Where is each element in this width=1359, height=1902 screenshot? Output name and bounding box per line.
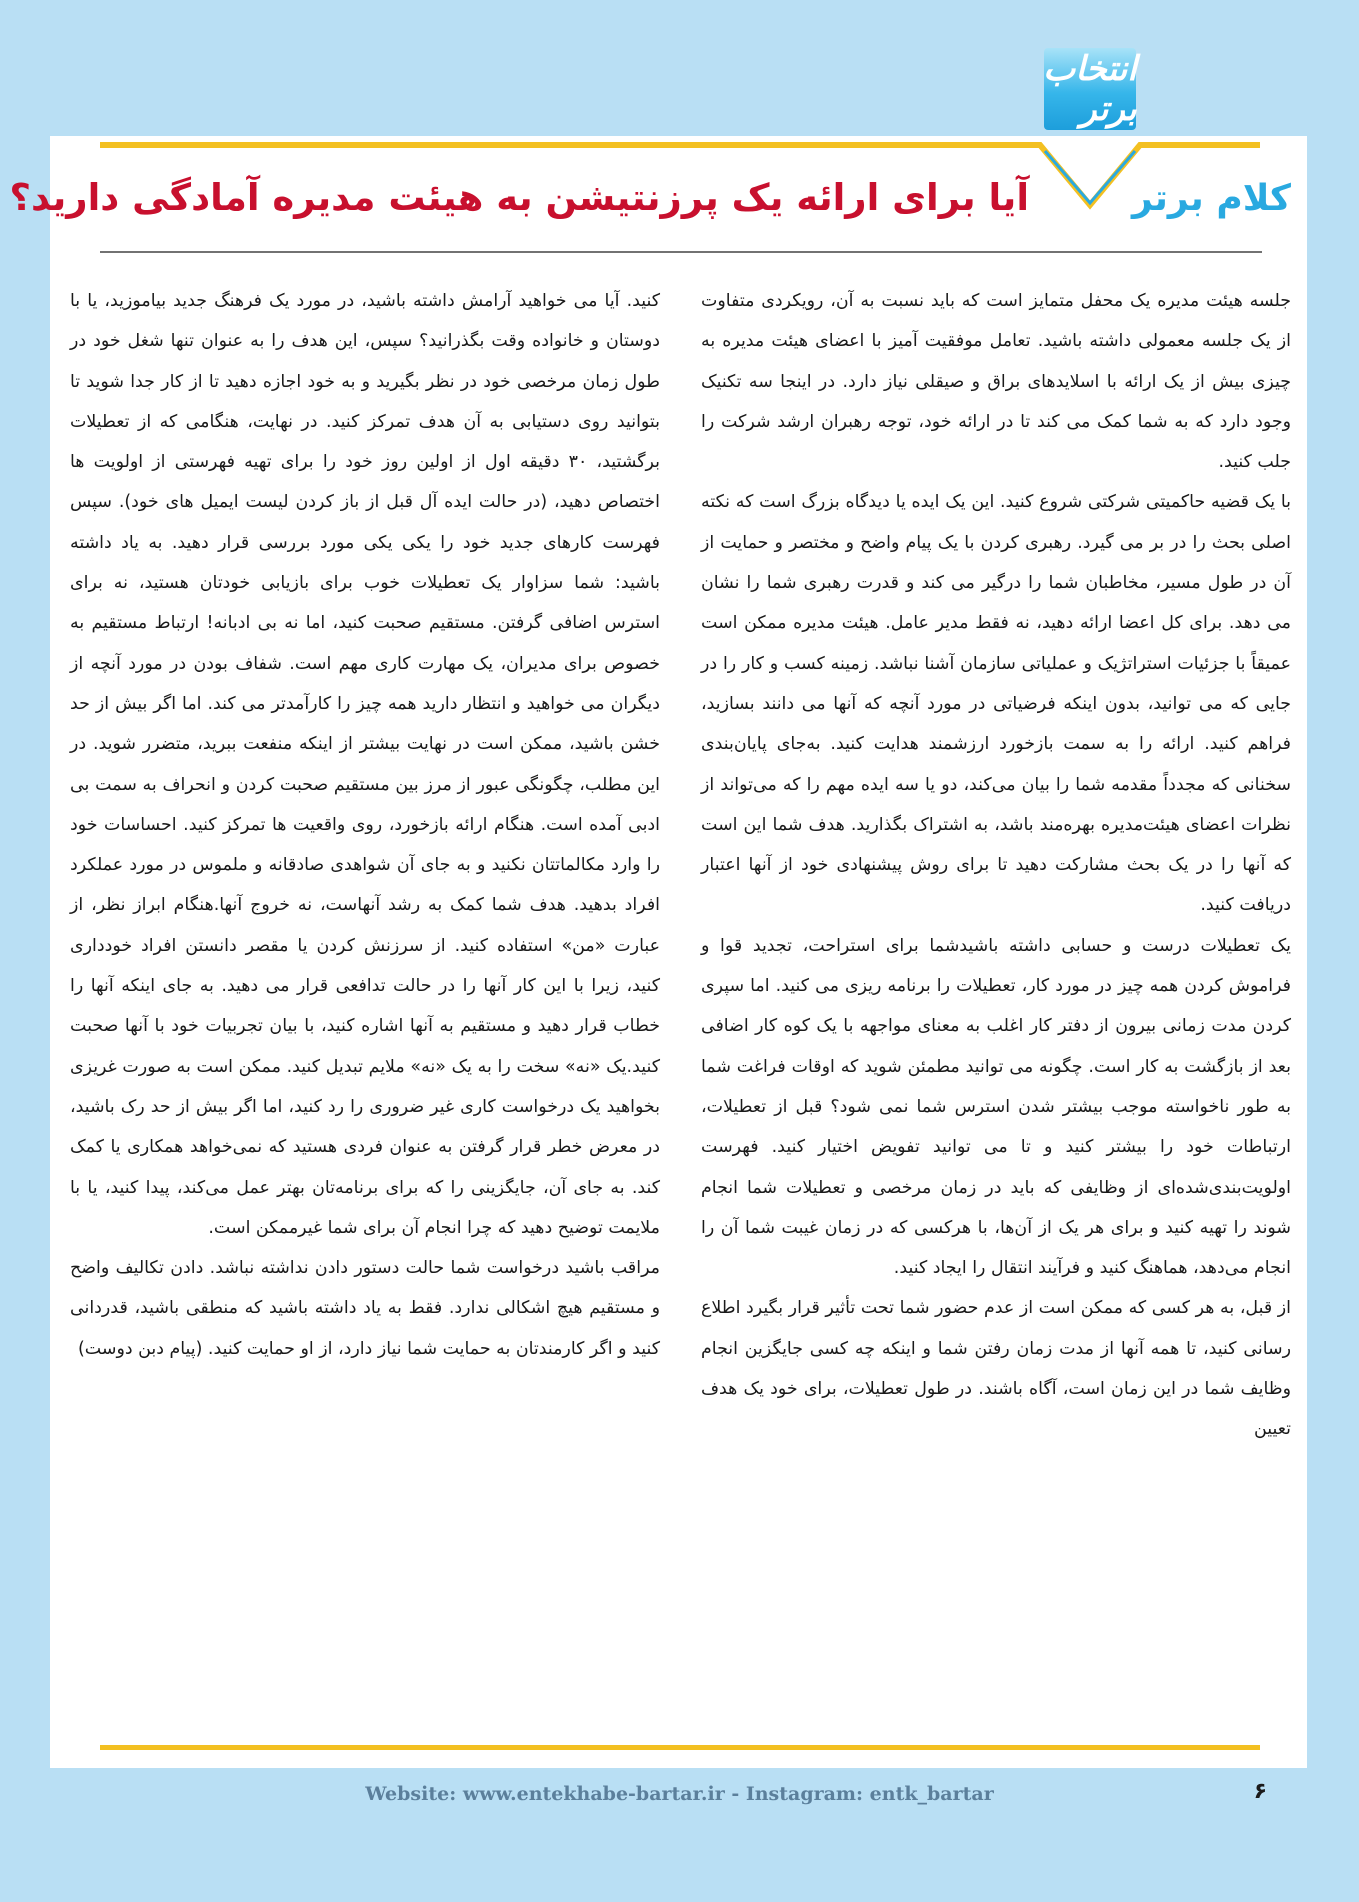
paragraph: یک تعطیلات درست و حسابی داشته باشیدشما برای استراحت، تجدید قوا و فراموش کردن همه چیز در مورد کار، تعطیلات را برنامه ریزی می کنید. اما سپری کردن مدت زمانی بیرون از دفتر کار اغلب به معنای مواجهه با یک کوه کار اضافی بعد از بازگشت به کار است. چگونه می توانید مطمئن شوید که اوقات فراغت شما به طور ناخواسته موجب بیشتر شدن استرس شما نمی شود؟ قبل از تعطیلات، ارتباطات خود را بیشتر کنید و تا می توانید تفویض اختیار کنید. فهرست اولویت‌بندی‌شده‌ای از وظایفی که باید در زمان مرخصی و تعطیلات شما انجام شوند را تهیه کنید و برای هر یک از آن‌ها، با هرکسی که در زمان غیبت شما آن را انجام می‌دهد، هماهنگ کنید و فرآیند انتقال را ایجاد کنید. <box>701 935 1291 1279</box>
blue-header-chevron <box>1045 151 1135 203</box>
header-rule <box>0 0 1359 260</box>
magazine-logo-text: انتخاب برتر <box>1043 49 1137 129</box>
article-column-left <box>70 281 660 1369</box>
footer-rule <box>100 1745 1260 1750</box>
page-number: ۶ <box>1253 1779 1267 1804</box>
article-headline: آیا برای ارائه یک پرزنتیشن به هیئت مدیره آمادگی دارید؟ <box>9 176 1029 219</box>
paragraph: جلسه هیئت مدیره یک محفل متمایز است که باید نسبت به آن، رویکردی متفاوت از یک جلسه معمولی داشته باشید. تعامل موفقیت آمیز با اعضای هیئت مدیره به چیزی بیش از یک ارائه با اسلایدهای براق و صیقلی نیاز دارد. در اینجا سه تکنیک وجود دارد که به شما کمک می کند تا در ارائه خود، توجه رهبران ارشد شرکت را جلب کنید. <box>701 291 1291 473</box>
section-name: کلام برتر <box>1131 178 1291 219</box>
paragraph: از قبل، به هر کسی که ممکن است از عدم حضور شما تحت تأثیر قرار بگیرد اطلاع رسانی کنید، تا همه آنها از مدت زمان رفتن شما و اینکه چه کسی جایگزین انجام وظایف شما در این زمان است، آگاه باشند. در طول تعطیلات، برای خود یک هدف تعیین <box>701 1298 1291 1440</box>
paragraph: کنید. آیا می خواهید آرامش داشته باشید، در مورد یک فرهنگ جدید بیاموزید، یا با دوستان و خانواده وقت بگذرانید؟ سپس، این هدف را به عنوان تنها شغل خود در طول زمان مرخصی خود در نظر بگیرید و به خود اجازه دهید تا از کار جدا شوید تا بتوانید روی دستیابی به آن هدف تمرکز کنید. در نهایت، هنگامی که از تعطیلات برگشتید، ۳۰ دقیقه اول از اولین روز خود را برای تهیه فهرستی از اولویت ها اختصاص دهید، (در حالت ایده آل قبل از باز کردن لیست ایمیل های خود). سپس فهرست کارهای جدید خود را یکی یکی مورد بررسی قرار دهید. به یاد داشته باشید: شما سزاوار یک تعطیلات خوب برای بازیابی خودتان هستید، نه برای استرس اضافی گرفتن. مستقیم صحبت کنید، اما نه بی ادبانه! ارتباط مستقیم به خصوص برای مدیران، یک مهارت کاری مهم است. شفاف بودن در مورد آنچه از دیگران می خواهید و انتظار دارید همه چیز را کارآمدتر می کند. اما اگر بیش از حد خشن باشید، ممکن است در نهایت بیشتر از اینکه منفعت ببرید، متضرر شوید. در این مطلب، چگونگی عبور از مرز بین مستقیم صحبت کردن و انحراف به سمت بی ادبی آمده است. هنگام ارائه بازخورد، روی واقعیت ها تمرکز کنید. احساسات خود را وارد مکالماتتان نکنید و به جای آن شواهدی صادقانه و ملموس در مورد عملکرد افراد بدهید. هدف شما کمک به رشد آنهاست، نه خروج آنها.هنگام ابراز نظر، از عبارت «من» استفاده کنید. از سرزنش کردن یا مقصر دانستن افراد خودداری کنید، زیرا با این کار آنها را در حالت تدافعی قرار می دهید. به جای اینکه آنها را خطاب قرار دهید و مستقیم به آنها اشاره کنید، با بیان تجربیات خود با آنها صحبت کنید.یک «نه» سخت را به یک «نه» ملایم تبدیل کنید. ممکن است به صورت غریزی بخواهید یک درخواست کاری غیر ضروری را رد کنید، اما اگر بیش از حد رک باشید، در معرض خطر قرار گرفتن به عنوان فردی هستید که نمی‌خواهد همکاری یا کمک کند. به جای آن، جایگزینی را که برای برنامه‌تان بهتر عمل می‌کند، پیدا کنید، یا با ملایمت توضیح دهید که چرا انجام آن برای شما غیرممکن است. <box>70 291 660 1238</box>
paragraph: مراقب باشید درخواست شما حالت دستور دادن نداشته نباشد. دادن تکالیف واضح و مستقیم هیچ اشکالی ندارد. فقط به یاد داشته باشید که منطقی باشید، قدردانی کنید و اگر کارمندتان به حمایت شما نیاز دارد، از او حمایت کنید. (پیام دبن دوست) <box>70 1258 660 1359</box>
article-column-right <box>701 281 1291 1450</box>
footer-website: Website: www.entekhabe-bartar.ir - Instagram: entk_bartar <box>365 1783 994 1805</box>
paragraph: با یک قضیه حاکمیتی شرکتی شروع کنید. این یک ایده یا دیدگاه بزرگ است که نکته اصلی بحث را در بر می گیرد. رهبری کردن با یک پیام واضح و مختصر و حمایت از آن در طول مسیر، مخاطبان شما را درگیر می کند و قدرت رهبری شما را نشان می دهد. برای کل اعضا ارائه دهید، نه فقط مدیر عامل. هیئت مدیره ممکن است عمیقاً با جزئیات استراتژیک و عملیاتی سازمان آشنا نباشد. زمینه کسب و کار را در جایی که می توانید، بدون اینکه فرضیاتی در مورد آنچه که آنها می دانند بسازید، فراهم کنید. ارائه را به سمت بازخورد ارزشمند هدایت کنید. به‌جای پایان‌بندی سخنانی که مجدداً مقدمه شما را بیان می‌کند، دو یا سه ایده مهم را که می‌تواند از نظرات اعضای هیئت‌مدیره بهره‌مند باشد، به اشتراک بگذارید. هدف شما این است که آنها را در یک بحث مشارکت دهید تا برای روش پیشنهادی خود از آنها اعتبار دریافت کنید. <box>701 492 1291 916</box>
